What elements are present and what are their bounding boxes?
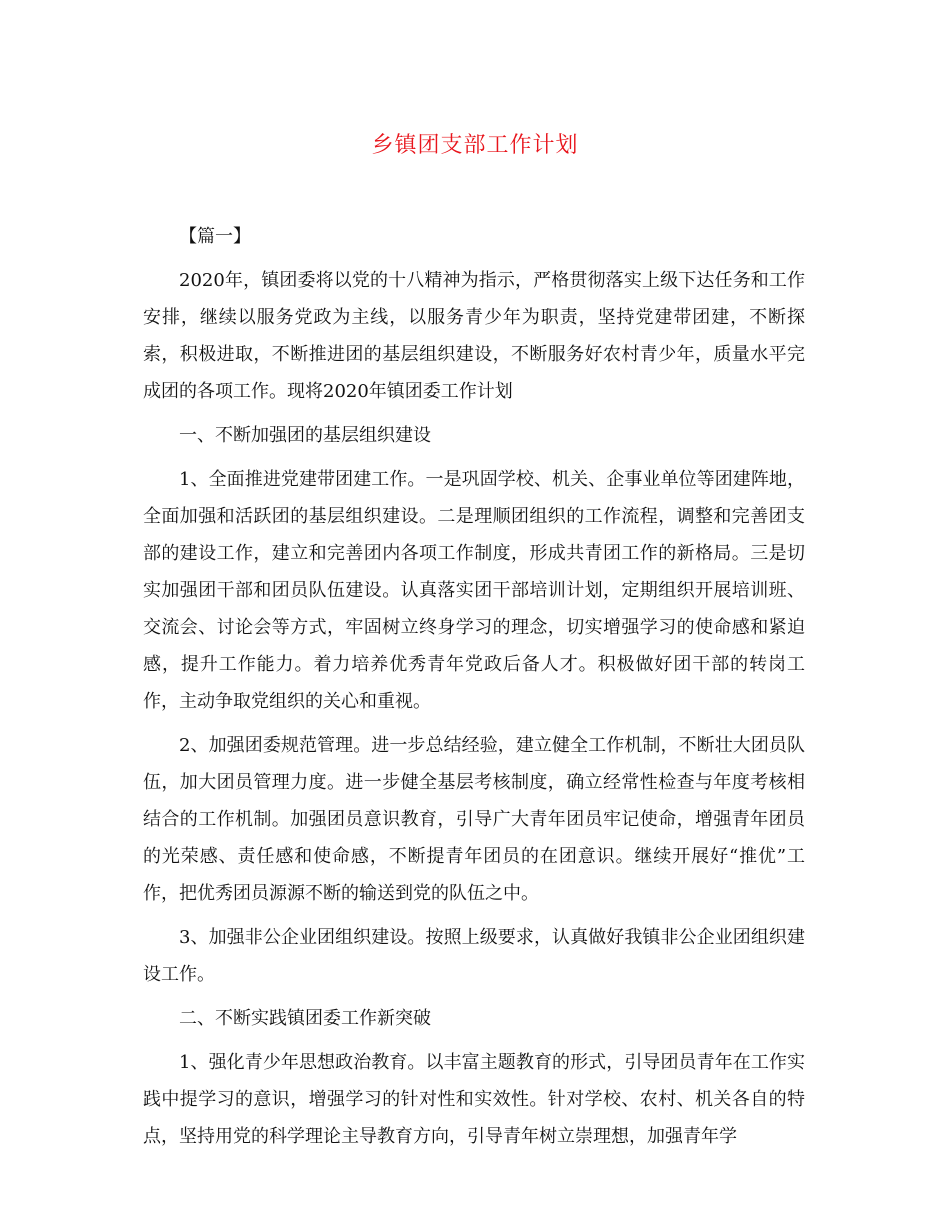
intro-paragraph: 2020年，镇团委将以党的十八精神为指示，严格贯彻落实上级下达任务和工作安排，继续以服务党政为主线，以服务青少年为职责，坚持党建带团建，不断探索，积极进取，不断推进团的基层组织建设，不断服务好农村青少年，质量水平完成团的各项工作。现将2020年镇团委工作计划 (143, 270, 805, 402)
document-title: 乡镇团支部工作计划 (371, 133, 579, 158)
paragraph-1-1: 1、全面推进党建带团建工作。一是巩固学校、机关、企事业单位等团建阵地，全面加强和活跃团的基层组织建设。二是理顺团组织的工作流程，调整和完善团支部的建设工作，建立和完善团内各项工作制度，形成共青团工作的新格局。三是切实加强团干部和团员队伍建设。认真落实团干部培训计划，定期组织开展培训班、交流会、讨论会等方式，牢固树立终身学习的理念，切实增强学习的使命感和紧迫感，提升工作能力。着力培养优秀青年党政后备人才。积极做好团干部的转岗工作，主动争取党组织的关心和重视。 (143, 469, 805, 712)
paragraph-1-3: 3、加强非公企业团组织建设。按照上级要求，认真做好我镇非公企业团组织建设工作。 (143, 927, 805, 985)
document-body (143, 218, 805, 1162)
paragraph-2-1: 1、强化青少年思想政治教育。以丰富主题教育的形式，引导团员青年在工作实践中提学习的意识，增强学习的针对性和实效性。针对学校、农村、机关各自的特点，坚持用党的科学理论主导教育方向，引导青年树立崇理想，加强青年学 (143, 1052, 805, 1147)
section-heading-2: 二、不断实践镇团委工作新突破 (179, 1008, 431, 1029)
paragraph-1-2: 2、加强团委规范管理。进一步总结经验，建立健全工作机制，不断壮大团员队伍，加大团员管理力度。进一步健全基层考核制度，确立经常性检查与年度考核相结合的工作机制。加强团员意识教育，引导广大青年团员牢记使命，增强青年团员的光荣感、责任感和使命感，不断提青年团员的在团意识。继续开展好“推优”工作，把优秀团员源源不断的输送到党的队伍之中。 (143, 735, 805, 904)
section-label: 【篇一】 (179, 226, 251, 247)
section-heading-1: 一、不断加强团的基层组织建设 (179, 425, 431, 446)
